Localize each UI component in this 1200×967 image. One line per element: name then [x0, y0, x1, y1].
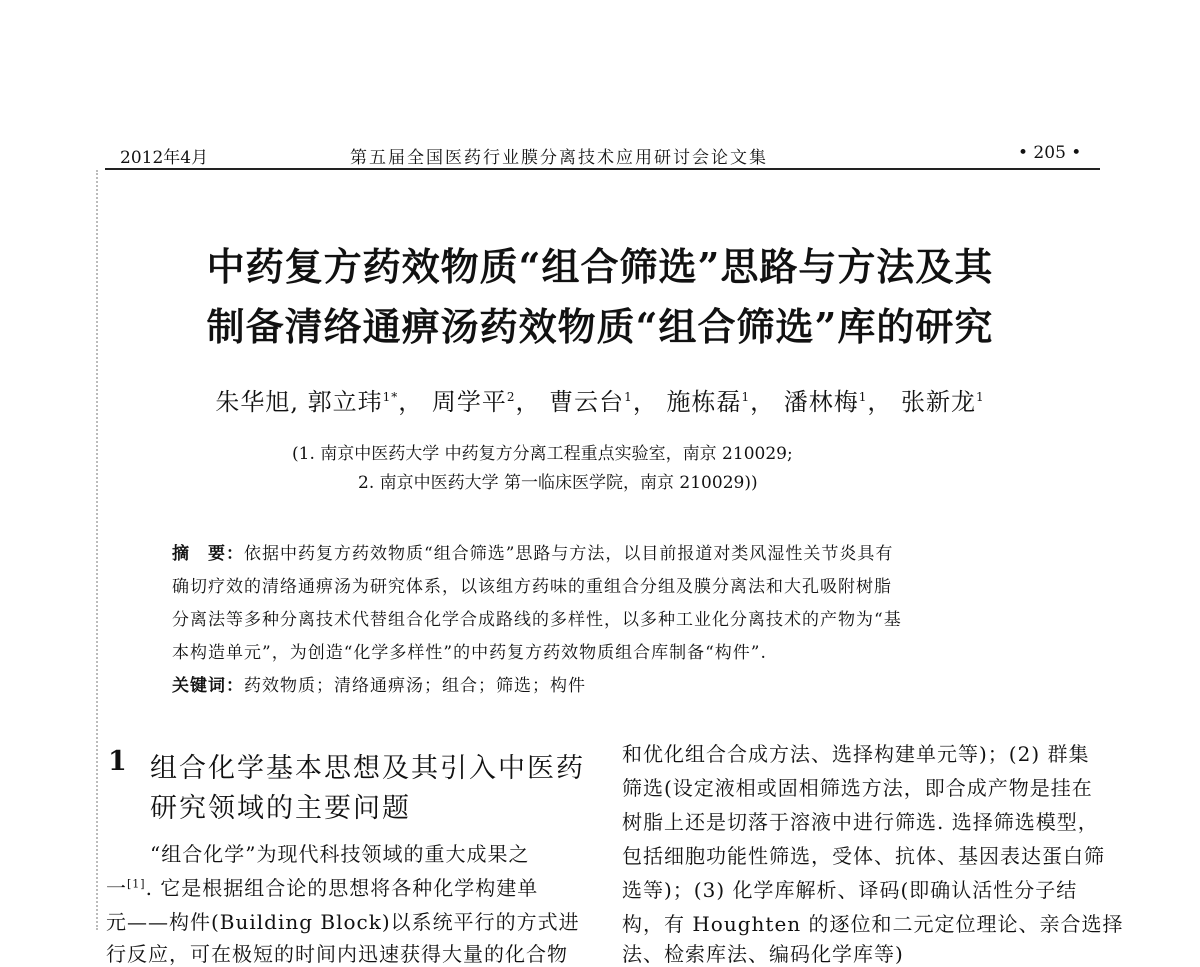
affiliation-1: (1. 南京中医药大学 中药复方分离工程重点实验室，南京 210029; — [292, 444, 793, 464]
author: 郭立玮$^{1*}$， — [307, 388, 424, 416]
right-body-line-3: 树脂上还是切落于溶液中进行筛选. 选择筛选模型， — [622, 810, 1099, 834]
keywords-label: 关键词： — [172, 676, 244, 696]
paper-title-line-1: 中药复方药效物质“组合筛选”思路与方法及其 — [206, 244, 994, 289]
author: 施栋磊$^1$， — [666, 388, 776, 416]
header-journal: 第五届全国医药行业膜分离技术应用研讨会论文集 — [350, 148, 768, 168]
header-page-number: • 205 • — [1018, 143, 1082, 163]
section-title-line-1: 组合化学基本思想及其引入中医药 — [150, 753, 585, 784]
right-body-line-6: 构，有 Houghten 的逐位和二元定位理论、亲合选择 — [622, 912, 1124, 936]
abstract-line-3: 分离法等多种分离技术代替组合化学合成路线的多样性，以多种工业化分离技术的产物为“基 — [172, 610, 902, 630]
left-body-line-4: 行反应，可在极短的时间内迅速获得大量的化合物 — [106, 942, 568, 966]
paper-title-line-2: 制备清络通痹汤药效物质“组合筛选”库的研究 — [206, 304, 994, 349]
header-date: 2012年4月 — [120, 148, 209, 168]
author: 周学平$^2$， — [431, 388, 541, 416]
right-body-line-4: 包括细胞功能性筛选，受体、抗体、基因表达蛋白筛 — [622, 844, 1105, 868]
author: 朱华旭, — [215, 388, 299, 416]
keywords-text: 药效物质；清络通痹汤；组合；筛选；构件 — [244, 676, 586, 696]
section-number: 1 — [108, 746, 129, 777]
left-body-line-1: “组合化学”为现代科技领域的重大成果之 — [150, 842, 530, 866]
abstract-label: 摘 要： — [172, 544, 244, 564]
right-body-line-5: 选等)；(3) 化学库解析、译码(即确认活性分子结 — [622, 878, 1078, 902]
author: 张新龙$^1$ — [901, 388, 985, 416]
abstract-line-1: 摘 要：依据中药复方药效物质“组合筛选”思路与方法，以目前报道对类风湿性关节炎具有 — [172, 544, 894, 564]
right-body-line-2: 筛选(设定液相或固相筛选方法，即合成产物是挂在 — [622, 776, 1093, 800]
author-list — [0, 382, 1200, 417]
header-rule — [105, 168, 1100, 170]
abstract-line-2: 确切疗效的清络通痹汤为研究体系，以该组方药味的重组合分组及膜分离法和大孔吸附树脂 — [172, 577, 892, 597]
author: 曹云台$^1$， — [549, 388, 658, 416]
left-body-line-2: 一[1]. 它是根据组合论的思想将各种化学构建单 — [106, 876, 539, 900]
affiliation-2: 2. 南京中医药大学 第一临床医学院，南京 210029)) — [358, 473, 758, 493]
right-body-line-7: 法、检索库法、编码化学库等) — [622, 942, 904, 966]
citation-ref: [1] — [127, 877, 146, 891]
section-title-line-2: 研究领域的主要问题 — [150, 793, 411, 824]
author: 潘林梅$^1$， — [783, 388, 893, 416]
abstract-line-4: 本构造单元”，为创造“化学多样性”的中药复方药效物质组合库制备“构件”. — [172, 643, 767, 663]
right-body-line-1: 和优化组合合成方法、选择构建单元等)；(2) 群集 — [622, 742, 1090, 766]
keywords-line — [172, 671, 586, 696]
left-body-line-3: 元——构件(Building Block)以系统平行的方式进 — [106, 910, 580, 934]
